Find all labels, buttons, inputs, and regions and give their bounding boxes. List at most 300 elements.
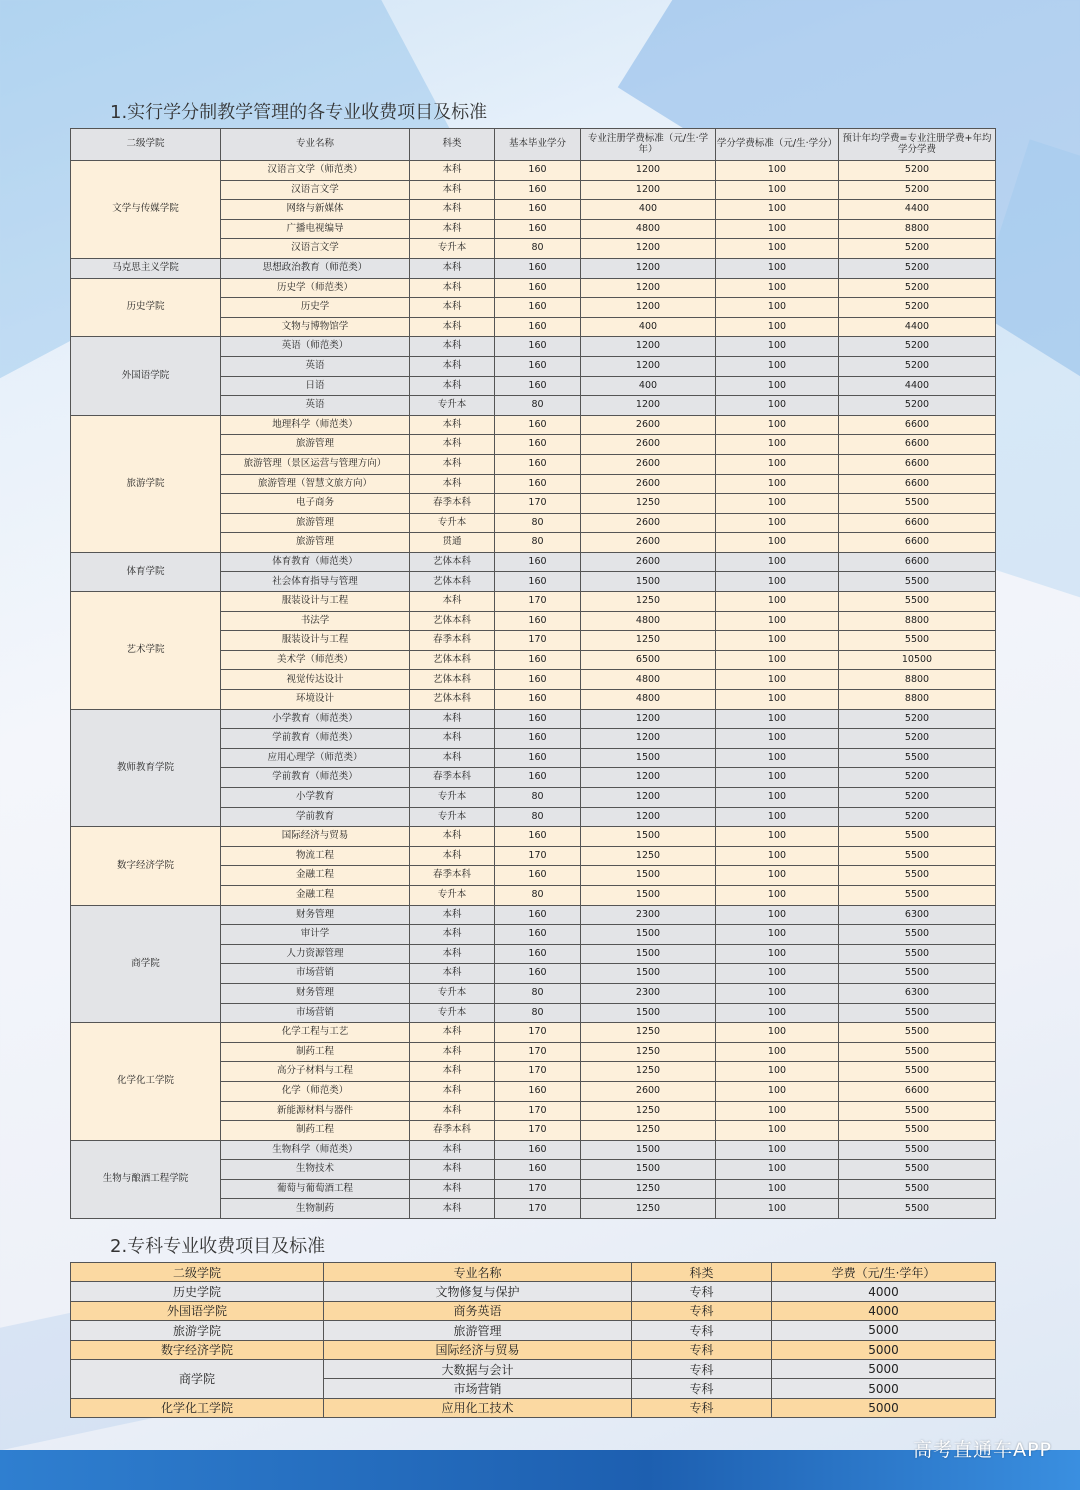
table-cell: 日语 (221, 376, 410, 396)
table-cell: 100 (716, 944, 839, 964)
table-cell: 电子商务 (221, 494, 410, 514)
table-cell: 100 (716, 435, 839, 455)
table-cell: 5500 (839, 827, 996, 847)
table-cell: 6600 (839, 474, 996, 494)
table-cell: 100 (716, 1003, 839, 1023)
table-cell: 汉语言文学 (221, 239, 410, 259)
table-cell: 100 (716, 552, 839, 572)
table-cell: 1200 (581, 278, 716, 298)
table-cell: 文物修复与保护 (324, 1282, 632, 1301)
credit-fee-table (70, 128, 996, 1219)
table-row (71, 415, 996, 435)
table-cell: 160 (495, 337, 581, 357)
table-cell: 160 (495, 161, 581, 181)
table-cell: 本科 (410, 258, 495, 278)
table-cell: 小学教育 (221, 788, 410, 808)
column-header: 二级学院 (71, 129, 221, 161)
table-cell: 1250 (581, 846, 716, 866)
table-cell: 本科 (410, 200, 495, 220)
table-cell: 100 (716, 983, 839, 1003)
college-cell: 外国语学院 (71, 1301, 324, 1320)
table-cell: 100 (716, 690, 839, 710)
table-cell: 春季本科 (410, 768, 495, 788)
table-cell: 6600 (839, 454, 996, 474)
table-cell: 5200 (839, 788, 996, 808)
table-cell: 160 (495, 200, 581, 220)
table-cell: 历史学 (221, 298, 410, 318)
table-cell: 80 (495, 533, 581, 553)
table-cell: 1500 (581, 1003, 716, 1023)
table-cell: 本科 (410, 944, 495, 964)
table-cell: 2600 (581, 533, 716, 553)
table-cell: 汉语言文学 (221, 180, 410, 200)
table-cell: 本科 (410, 356, 495, 376)
table-cell: 100 (716, 650, 839, 670)
table-cell: 1200 (581, 298, 716, 318)
table-cell: 5000 (772, 1340, 996, 1359)
table-cell: 1200 (581, 356, 716, 376)
table-cell: 1500 (581, 1140, 716, 1160)
table-cell: 商务英语 (324, 1301, 632, 1320)
table-cell: 400 (581, 376, 716, 396)
table-cell: 1250 (581, 494, 716, 514)
table-cell: 1250 (581, 1199, 716, 1219)
table-cell: 专升本 (410, 807, 495, 827)
table-cell: 100 (716, 827, 839, 847)
table-cell: 本科 (410, 278, 495, 298)
table-cell: 历史学（师范类） (221, 278, 410, 298)
table-cell: 艺体本科 (410, 670, 495, 690)
table-row (71, 1398, 996, 1417)
table-cell: 100 (716, 1160, 839, 1180)
table-cell: 1250 (581, 592, 716, 612)
college-cell: 化学化工学院 (71, 1398, 324, 1417)
table-cell: 5500 (839, 1101, 996, 1121)
table-cell: 小学教育（师范类） (221, 709, 410, 729)
section2-title: 2.专科专业收费项目及标准 (110, 1236, 326, 1257)
table-cell: 金融工程 (221, 866, 410, 886)
table-cell: 100 (716, 396, 839, 416)
table-cell: 美术学（师范类） (221, 650, 410, 670)
table-cell: 100 (716, 1140, 839, 1160)
table-cell: 英语 (221, 356, 410, 376)
column-header: 科类 (632, 1263, 772, 1282)
section1-title: 1.实行学分制教学管理的各专业收费项目及标准 (110, 102, 488, 123)
table-cell: 100 (716, 885, 839, 905)
table-cell: 4800 (581, 670, 716, 690)
table-cell: 1200 (581, 396, 716, 416)
table-cell: 5500 (839, 1140, 996, 1160)
table-cell: 社会体育指导与管理 (221, 572, 410, 592)
table-cell: 5200 (839, 356, 996, 376)
table-cell: 1250 (581, 1179, 716, 1199)
college-cell: 数字经济学院 (71, 1340, 324, 1359)
table-cell: 100 (716, 415, 839, 435)
table-cell: 本科 (410, 709, 495, 729)
table-cell: 服装设计与工程 (221, 631, 410, 651)
table-cell: 本科 (410, 964, 495, 984)
college-cell: 历史学院 (71, 278, 221, 337)
table-cell: 100 (716, 317, 839, 337)
table-cell: 100 (716, 964, 839, 984)
table-cell: 5200 (839, 729, 996, 749)
college-cell: 艺术学院 (71, 592, 221, 710)
table-cell: 审计学 (221, 925, 410, 945)
college-cell: 体育学院 (71, 552, 221, 591)
table-cell: 170 (495, 846, 581, 866)
table-cell: 160 (495, 435, 581, 455)
table-cell: 艺体本科 (410, 572, 495, 592)
column-header: 学费（元/生·学年） (772, 1263, 996, 1282)
table-cell: 本科 (410, 454, 495, 474)
table-cell: 生物技术 (221, 1160, 410, 1180)
table-cell: 国际经济与贸易 (324, 1340, 632, 1359)
table-cell: 旅游管理 (221, 513, 410, 533)
table-cell: 100 (716, 278, 839, 298)
watermark: 高考直通车APP (913, 1439, 1052, 1461)
table-cell: 5000 (772, 1379, 996, 1398)
table-cell: 生物科学（师范类） (221, 1140, 410, 1160)
table-cell: 80 (495, 807, 581, 827)
table-cell: 春季本科 (410, 866, 495, 886)
table-cell: 1200 (581, 239, 716, 259)
table-cell: 100 (716, 200, 839, 220)
table-cell: 100 (716, 1042, 839, 1062)
table-cell: 本科 (410, 729, 495, 749)
table-cell: 1200 (581, 788, 716, 808)
table-cell: 100 (716, 533, 839, 553)
table-cell: 100 (716, 807, 839, 827)
table-cell: 5500 (839, 944, 996, 964)
table-cell: 1200 (581, 709, 716, 729)
table-cell: 5500 (839, 494, 996, 514)
table-cell: 5500 (839, 1199, 996, 1219)
table-cell: 100 (716, 1199, 839, 1219)
table-cell: 市场营销 (221, 1003, 410, 1023)
table-cell: 170 (495, 1101, 581, 1121)
table-cell: 10500 (839, 650, 996, 670)
table-cell: 英语（师范类） (221, 337, 410, 357)
table-cell: 160 (495, 552, 581, 572)
table-row (71, 709, 996, 729)
table-cell: 160 (495, 944, 581, 964)
table-cell: 8800 (839, 219, 996, 239)
table-cell: 专科 (632, 1301, 772, 1320)
table-cell: 5200 (839, 337, 996, 357)
table-cell: 文物与博物馆学 (221, 317, 410, 337)
table-cell: 5000 (772, 1398, 996, 1417)
table-cell: 服装设计与工程 (221, 592, 410, 612)
table-cell: 环境设计 (221, 690, 410, 710)
table-row (71, 1282, 996, 1301)
table-cell: 2600 (581, 454, 716, 474)
table-cell: 化学（师范类） (221, 1081, 410, 1101)
table-cell: 100 (716, 376, 839, 396)
table-cell: 80 (495, 513, 581, 533)
table-cell: 本科 (410, 415, 495, 435)
table-cell: 2600 (581, 552, 716, 572)
table-cell: 5500 (839, 1160, 996, 1180)
college-cell: 数字经济学院 (71, 827, 221, 905)
table-cell: 160 (495, 180, 581, 200)
table-cell: 本科 (410, 317, 495, 337)
table-cell: 5200 (839, 298, 996, 318)
table-cell: 4400 (839, 317, 996, 337)
table-cell: 2300 (581, 905, 716, 925)
table-cell: 高分子材料与工程 (221, 1062, 410, 1082)
college-cell: 旅游学院 (71, 415, 221, 552)
table-row (71, 1321, 996, 1340)
table-cell: 1500 (581, 925, 716, 945)
table-cell: 160 (495, 376, 581, 396)
table-cell: 100 (716, 729, 839, 749)
table-cell: 应用化工技术 (324, 1398, 632, 1417)
table-cell: 80 (495, 396, 581, 416)
table-cell: 160 (495, 905, 581, 925)
table-cell: 5500 (839, 866, 996, 886)
table-cell: 5500 (839, 846, 996, 866)
table-cell: 1200 (581, 807, 716, 827)
table-cell: 春季本科 (410, 631, 495, 651)
table-cell: 本科 (410, 474, 495, 494)
table-cell: 本科 (410, 925, 495, 945)
table-cell: 化学工程与工艺 (221, 1023, 410, 1043)
table-cell: 100 (716, 239, 839, 259)
table-cell: 本科 (410, 219, 495, 239)
table-cell: 1250 (581, 1062, 716, 1082)
table-cell: 6600 (839, 552, 996, 572)
table-cell: 160 (495, 219, 581, 239)
table-cell: 100 (716, 592, 839, 612)
table-cell: 170 (495, 592, 581, 612)
table-cell: 100 (716, 1023, 839, 1043)
table-cell: 8800 (839, 670, 996, 690)
table-cell: 5500 (839, 925, 996, 945)
table-cell: 80 (495, 983, 581, 1003)
table-cell: 金融工程 (221, 885, 410, 905)
table-cell: 400 (581, 317, 716, 337)
table-cell: 学前教育（师范类） (221, 729, 410, 749)
table-cell: 6500 (581, 650, 716, 670)
table-cell: 本科 (410, 1023, 495, 1043)
table-cell: 6600 (839, 1081, 996, 1101)
table-row (71, 905, 996, 925)
table-row (71, 161, 996, 181)
table-header-row (71, 1263, 996, 1282)
table-cell: 本科 (410, 827, 495, 847)
table-cell: 本科 (410, 846, 495, 866)
table-cell: 2600 (581, 513, 716, 533)
table-cell: 2600 (581, 435, 716, 455)
table-cell: 160 (495, 650, 581, 670)
college-cell: 外国语学院 (71, 337, 221, 415)
table-cell: 160 (495, 258, 581, 278)
table-cell: 1250 (581, 631, 716, 651)
junior-college-fee-table (70, 1262, 996, 1418)
table-cell: 170 (495, 494, 581, 514)
table-cell: 160 (495, 1081, 581, 1101)
table-cell: 学前教育（师范类） (221, 768, 410, 788)
table-cell: 本科 (410, 1179, 495, 1199)
table-cell: 4000 (772, 1282, 996, 1301)
table-cell: 100 (716, 1101, 839, 1121)
table-cell: 160 (495, 690, 581, 710)
table-cell: 4800 (581, 219, 716, 239)
table-cell: 2600 (581, 1081, 716, 1101)
table-cell: 1500 (581, 827, 716, 847)
table-cell: 财务管理 (221, 983, 410, 1003)
table-cell: 100 (716, 748, 839, 768)
table-cell: 100 (716, 513, 839, 533)
table-row (71, 1301, 996, 1320)
table-cell: 专科 (632, 1398, 772, 1417)
table-cell: 100 (716, 356, 839, 376)
table-cell: 8800 (839, 690, 996, 710)
table-cell: 国际经济与贸易 (221, 827, 410, 847)
table-cell: 广播电视编导 (221, 219, 410, 239)
table-cell: 160 (495, 454, 581, 474)
table-cell: 专升本 (410, 983, 495, 1003)
table-cell: 艺体本科 (410, 552, 495, 572)
table-cell: 100 (716, 180, 839, 200)
table-cell: 100 (716, 925, 839, 945)
table-cell: 100 (716, 454, 839, 474)
table-cell: 4400 (839, 376, 996, 396)
table-cell: 100 (716, 905, 839, 925)
column-header: 二级学院 (71, 1263, 324, 1282)
table-cell: 专升本 (410, 239, 495, 259)
table-cell: 生物制药 (221, 1199, 410, 1219)
table-cell: 6600 (839, 415, 996, 435)
table-cell: 100 (716, 219, 839, 239)
table-cell: 160 (495, 415, 581, 435)
table-cell: 4800 (581, 690, 716, 710)
table-cell: 1200 (581, 161, 716, 181)
table-cell: 贯通 (410, 533, 495, 553)
table-cell: 制药工程 (221, 1042, 410, 1062)
table-cell: 170 (495, 1199, 581, 1219)
table-cell: 体育教育（师范类） (221, 552, 410, 572)
table-cell: 1250 (581, 1042, 716, 1062)
table-cell: 专升本 (410, 396, 495, 416)
table-cell: 大数据与会计 (324, 1359, 632, 1378)
table-cell: 5200 (839, 180, 996, 200)
table-cell: 旅游管理 (221, 533, 410, 553)
table-cell: 100 (716, 768, 839, 788)
table-cell: 艺体本科 (410, 690, 495, 710)
table-cell: 6600 (839, 513, 996, 533)
table-row (71, 1340, 996, 1359)
table-cell: 5500 (839, 572, 996, 592)
table-header-row (71, 129, 996, 161)
college-cell: 旅游学院 (71, 1321, 324, 1340)
table-cell: 视觉传达设计 (221, 670, 410, 690)
table-cell: 本科 (410, 748, 495, 768)
table-cell: 80 (495, 885, 581, 905)
table-cell: 160 (495, 827, 581, 847)
table-cell: 市场营销 (221, 964, 410, 984)
table-cell: 4400 (839, 200, 996, 220)
table-cell: 100 (716, 572, 839, 592)
table-cell: 1500 (581, 748, 716, 768)
table-cell: 2600 (581, 415, 716, 435)
table-cell: 5200 (839, 807, 996, 827)
college-cell: 生物与酿酒工程学院 (71, 1140, 221, 1218)
table-cell: 艺体本科 (410, 650, 495, 670)
table-cell: 5200 (839, 396, 996, 416)
college-cell: 商学院 (71, 905, 221, 1023)
table-cell: 100 (716, 494, 839, 514)
column-header: 学分学费标准（元/生·学分） (716, 129, 839, 161)
table-cell: 1200 (581, 768, 716, 788)
table-row (71, 1140, 996, 1160)
table-cell: 1500 (581, 572, 716, 592)
table-cell: 新能源材料与器件 (221, 1101, 410, 1121)
college-cell: 马克思主义学院 (71, 258, 221, 278)
table-cell: 旅游管理 (324, 1321, 632, 1340)
table-cell: 专科 (632, 1359, 772, 1378)
table-cell: 财务管理 (221, 905, 410, 925)
table-cell: 5500 (839, 1062, 996, 1082)
table-cell: 本科 (410, 298, 495, 318)
table-cell: 160 (495, 670, 581, 690)
table-cell: 6300 (839, 905, 996, 925)
table-cell: 170 (495, 631, 581, 651)
table-cell: 本科 (410, 592, 495, 612)
table-cell: 1200 (581, 729, 716, 749)
table-cell: 葡萄与葡萄酒工程 (221, 1179, 410, 1199)
table-cell: 1500 (581, 885, 716, 905)
table-cell: 专科 (632, 1282, 772, 1301)
column-header: 专业名称 (221, 129, 410, 161)
table-cell: 1250 (581, 1023, 716, 1043)
table-row (71, 1023, 996, 1043)
table-row (71, 552, 996, 572)
table-cell: 100 (716, 788, 839, 808)
table-cell: 100 (716, 1081, 839, 1101)
column-header: 预计年均学费=专业注册学费+年均学分学费 (839, 129, 996, 161)
table-cell: 5500 (839, 1042, 996, 1062)
table-cell: 100 (716, 298, 839, 318)
table-cell: 英语 (221, 396, 410, 416)
table-cell: 100 (716, 709, 839, 729)
table-cell: 本科 (410, 161, 495, 181)
college-cell: 教师教育学院 (71, 709, 221, 827)
table-cell: 思想政治教育（师范类） (221, 258, 410, 278)
table-cell: 春季本科 (410, 1121, 495, 1141)
table-cell: 本科 (410, 376, 495, 396)
table-cell: 160 (495, 1160, 581, 1180)
table-cell: 5500 (839, 1121, 996, 1141)
college-cell: 化学化工学院 (71, 1023, 221, 1141)
table-cell: 专升本 (410, 885, 495, 905)
table-cell: 160 (495, 474, 581, 494)
table-cell: 4800 (581, 611, 716, 631)
table-cell: 本科 (410, 1140, 495, 1160)
table-cell: 本科 (410, 337, 495, 357)
table-cell: 100 (716, 1062, 839, 1082)
table-cell: 地理科学（师范类） (221, 415, 410, 435)
table-cell: 本科 (410, 180, 495, 200)
table-cell: 400 (581, 200, 716, 220)
table-cell: 6300 (839, 983, 996, 1003)
table-cell: 1250 (581, 1101, 716, 1121)
table-cell: 100 (716, 631, 839, 651)
table-cell: 艺体本科 (410, 611, 495, 631)
table-cell: 80 (495, 1003, 581, 1023)
table-row (71, 827, 996, 847)
table-cell: 100 (716, 1179, 839, 1199)
